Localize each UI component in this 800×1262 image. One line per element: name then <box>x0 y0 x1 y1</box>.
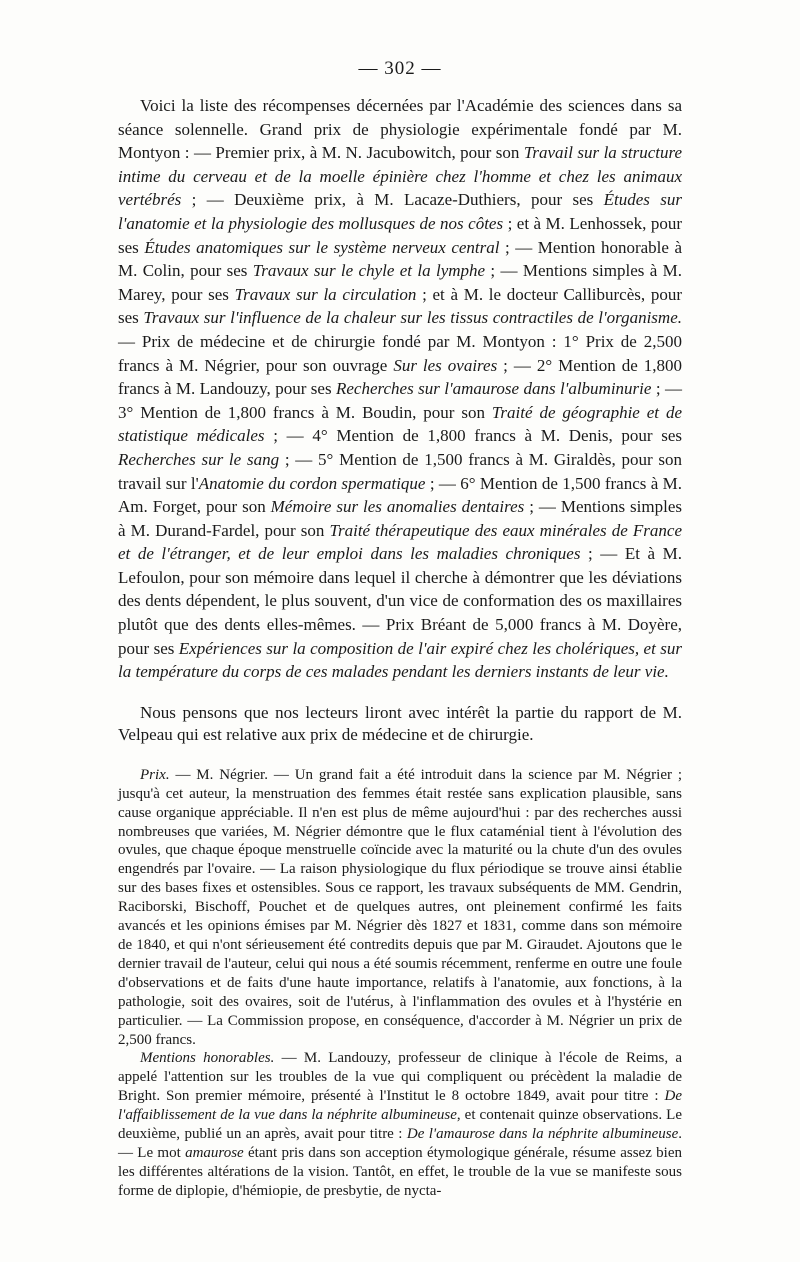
body-text: ; — Deuxième prix, à M. Lacaze-Duthiers, pour ses <box>181 190 604 210</box>
body-text: Voici la liste des récompenses décernées par l'Académie des sciences dans sa séance solennelle. Grand prix de physiologie expérimentale fondé par M. Montyon : — Premier prix, à M. N. Jacubowitch, pour son <box>118 96 682 163</box>
paragraph-prize-list <box>118 94 682 684</box>
body-text: ; — 6° Mention de 1,500 francs à M. Am. Forget, pour son <box>118 473 682 517</box>
italic-title-text: amaurose <box>185 1144 244 1161</box>
body-text: étant pris dans son acception étymologique générale, résume assez bien les différentes altérations de la vision. Tantôt, en effet, le trouble de la vue se manifeste sous forme de diplopie, d'hémiopie, de presbytie, de nycta- <box>118 1144 682 1199</box>
body-text: ; — Mentions simples à M. Marey, pour ses <box>118 261 682 304</box>
paragraph-prix-negrier <box>118 766 682 1050</box>
body-text: ; — 3° Mention de 1,800 francs à M. Boudin, pour son <box>118 379 683 422</box>
body-text: ; — 5° Mention de 1,500 francs à M. Giraldès, pour son travail sur l' <box>118 449 683 493</box>
italic-title-text: Anatomie du cordon spermatique <box>198 473 426 493</box>
paragraph-mentions-honorables <box>118 1049 682 1200</box>
body-text: Nous pensons que nos lecteurs liront avec intérêt la partie du rapport de M. Velpeau qui est relative aux prix de médecine et de chirurgie. <box>118 702 682 744</box>
italic-title-text: Sur les ovaires <box>393 355 498 375</box>
body-text: ; — 4° Mention de 1,800 francs à M. Denis, pour ses <box>264 426 682 446</box>
italic-title-text: Recherches sur le sang <box>118 449 280 469</box>
italic-title-text: Traité de géographie et de statistique médicales <box>118 402 682 446</box>
italic-title-text: Traité thérapeutique des eaux minérales de France et de l'étranger, et de leur emploi dans les maladies chroniques <box>118 520 682 564</box>
italic-title-text: Prix. <box>140 766 170 783</box>
body-text: ; et à M. Lenhossek, pour ses <box>118 213 682 257</box>
italic-title-text: De l'affaiblissement de la vue dans la néphrite albumineuse <box>118 1088 682 1124</box>
italic-title-text: Mémoire sur les anomalies dentaires <box>270 497 525 517</box>
body-text: ; et à M. le docteur Calliburcès, pour ses <box>118 284 682 328</box>
body-text: — M. Négrier. — Un grand fait a été introduit dans la science par M. Négrier ; jusqu'à cet auteur, la menstruation des femmes était restée sans explication plausible, sans cause organique appréciable. Il n'en est plus de même aujourd'hui : par des recherches aussi nombreuses que variées, M. Négrier démontre que le flux cataménial tient à l'évolution des ovules, que chaque époque menstruelle coïncide avec la maturité ou la chute d'un des ovules engendrés par l'ovaire. — La raison physiologique du flux périodique se trouve ainsi établie sur des bases fixes et ostensibles. Sous ce rapport, les travaux subséquents de MM. Gendrin, Raciborski, Bischoff, Pouchet et de quelques autres, ont pleinement confirmé les faits avancés et les opinions émises par M. Négrier dès 1827 et 1831, comme dans son mémoire de 1840, et qui n'ont sérieusement été contredits depuis que par M. Giraudet. Ajoutons que le dernier travail de l'auteur, celui qui nous a été soumis récemment, renferme en outre une foule d'observations et de faits d'une haute importance, relatifs à l'anatomie, aux fonctions, à la pathologie, soit des ovaires, soit de l'utérus, à l'inflammation des ovules et à l'hystérie en particulier. — La Commission propose, en conséquence, d'accorder à M. Négrier un prix de 2,500 francs. <box>118 766 682 1048</box>
body-text: — Prix de médecine et de chirurgie fondé par M. Montyon : 1° Prix de 2,500 francs à M. Négrier, pour son ouvrage <box>118 331 682 375</box>
italic-title-text: Expériences sur la composition de l'air expiré chez les cholériques, et sur la température du corps de ces malades pendant les derniers instants de leur vie. <box>118 638 682 682</box>
intro-section <box>118 702 682 746</box>
italic-title-text: Mentions honorables. <box>140 1050 275 1067</box>
body-text: ; — 2° Mention de 1,800 francs à M. Landouzy, pour ses <box>118 355 682 399</box>
italic-title-text: Études anatomiques sur le système nerveux central <box>144 237 500 257</box>
prize-list-section <box>118 94 682 684</box>
body-text: , et contenait quinze observations. Le deuxième, publié un an après, avait pour titre : <box>118 1107 682 1143</box>
body-text: ; — Et à M. Lefoulon, pour son mémoire dans lequel il cherche à démontrer que les déviations des dents dépendent, le plus souvent, d'un vice de conformation des os maxillaires plutôt que des dents elles-mêmes. — Prix Bréant de 5,000 francs à M. Doyère, pour ses <box>118 544 682 658</box>
page-number: — 302 — <box>358 58 442 79</box>
italic-title-text: Études sur l'anatomie et la physiologie des mollusques de nos côtes <box>118 190 682 233</box>
report-section <box>118 766 682 1201</box>
italic-title-text: Travaux sur la circulation <box>234 284 417 304</box>
italic-title-text: Travaux sur l'influence de la chaleur sur les tissus contractiles de l'organisme. <box>143 308 682 328</box>
body-text: — M. Landouzy, professeur de clinique à l'école de Reims, a appelé l'attention sur les troubles de la vue qui compliquent ou précèdent la maladie de Bright. Son premier mémoire, présenté à l'Institut le 8 octobre 1849, avait pour titre : <box>118 1050 682 1105</box>
italic-title-text: Travaux sur le chyle et la lymphe <box>252 261 486 281</box>
body-text: ; — Mentions simples à M. Durand-Fardel, pour son <box>118 497 682 540</box>
italic-title-text: De l'amaurose dans la néphrite albumineuse <box>406 1126 679 1143</box>
paragraph-intro <box>118 702 682 746</box>
italic-title-text: Travail sur la structure intime du cerveau et de la moelle épinière chez l'homme et chez les animaux vertébrés <box>118 143 682 210</box>
body-text: . — Le mot <box>118 1126 682 1161</box>
body-text: ; — Mention honorable à M. Colin, pour ses <box>118 237 682 281</box>
italic-title-text: Recherches sur l'amaurose dans l'albuminurie <box>335 379 652 399</box>
